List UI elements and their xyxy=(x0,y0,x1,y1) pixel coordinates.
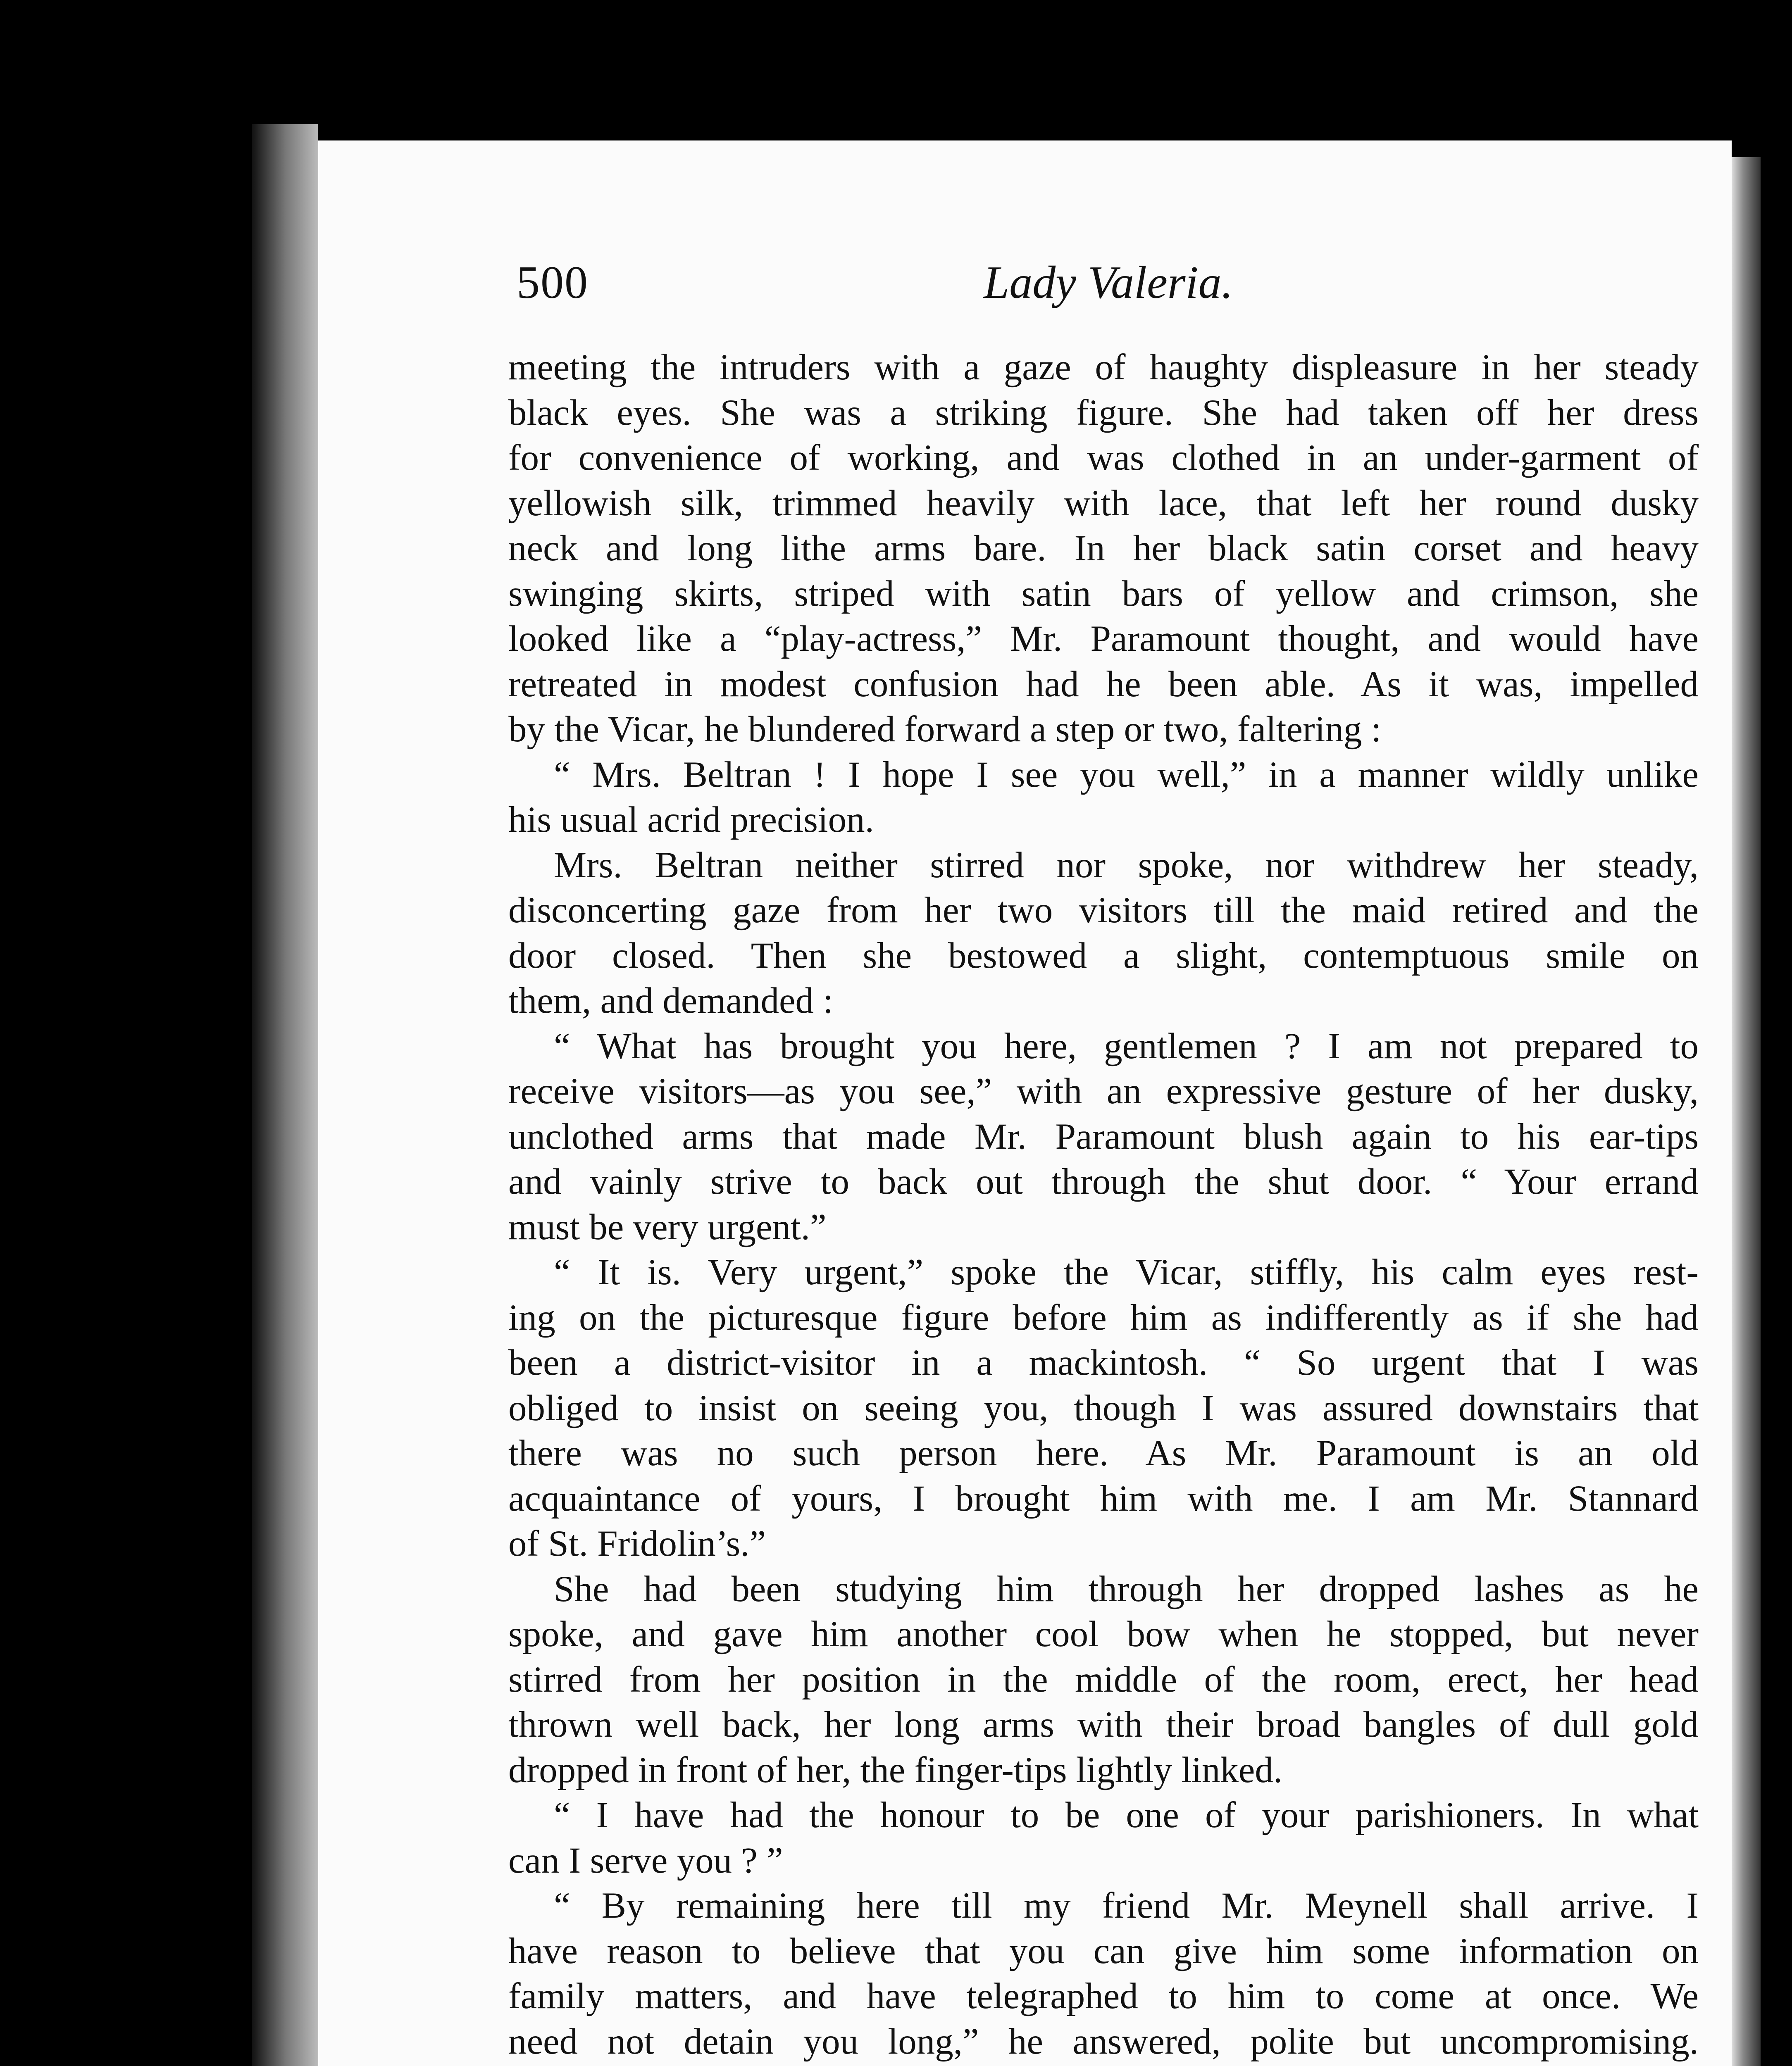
text-line: disconcerting gaze from her two visitors till the maid retired and the xyxy=(508,890,1699,931)
text-line: meeting the intruders with a gaze of haughty displeasure in her steady xyxy=(508,347,1699,388)
text-line: for convenience of working, and was clothed in an under-garment of xyxy=(508,438,1699,478)
text-line: been a district-visitor in a mackintosh. “ So urgent that I was xyxy=(508,1342,1699,1383)
text-line: spoke, and gave him another cool bow when he stopped, but never xyxy=(508,1614,1699,1654)
text-line: ing on the picturesque figure before him as indifferently as if she had xyxy=(508,1297,1699,1338)
text-line: “ What has brought you here, gentlemen ? I am not prepared to xyxy=(554,1026,1699,1066)
text-line: door closed. Then she bestowed a slight, contemptuous smile on xyxy=(508,935,1699,976)
text-line: Mrs. Beltran neither stirred nor spoke, nor withdrew her steady, xyxy=(554,845,1699,885)
text-line: of St. Fridolin’s.” xyxy=(508,1523,766,1564)
text-line: black eyes. She was a striking figure. She had taken off her dress xyxy=(508,392,1699,433)
text-line: “ By remaining here till my friend Mr. Meynell shall arrive. I xyxy=(554,1885,1699,1926)
text-line: there was no such person here. As Mr. Paramount is an old xyxy=(508,1433,1699,1473)
text-line: swinging skirts, striped with satin bars of yellow and crimson, she xyxy=(508,573,1699,614)
book-binding-right xyxy=(1732,157,1761,2066)
text-line: stirred from her position in the middle of the room, erect, her head xyxy=(508,1659,1699,1700)
text-line: receive visitors—as you see,” with an expressive gesture of her dusky, xyxy=(508,1071,1699,1112)
text-line: family matters, and have telegraphed to him to come at once. We xyxy=(508,1976,1699,2016)
text-line: neck and long lithe arms bare. In her black satin corset and heavy xyxy=(508,528,1699,569)
text-line: can I serve you ? ” xyxy=(508,1840,783,1881)
text-line: must be very urgent.” xyxy=(508,1207,827,1247)
running-title: Lady Valeria. xyxy=(984,257,1233,308)
page-header xyxy=(517,256,1261,318)
text-line: obliged to insist on seeing you, though I was assured downstairs that xyxy=(508,1388,1699,1428)
page-number: 500 xyxy=(517,257,589,308)
body-text xyxy=(508,345,1699,2066)
text-line: “ I have had the honour to be one of your parishioners. In what xyxy=(554,1795,1699,1835)
text-line: “ Mrs. Beltran ! I hope I see you well,” in a manner wildly unlike xyxy=(554,754,1699,795)
text-line: looked like a “play-actress,” Mr. Paramount thought, and would have xyxy=(508,619,1699,659)
book-binding-left xyxy=(252,124,318,2066)
text-line: and vainly strive to back out through the shut door. “ Your errand xyxy=(508,1162,1699,1202)
text-line: his usual acrid precision. xyxy=(508,800,874,840)
text-line: by the Vicar, he blundered forward a step or two, faltering : xyxy=(508,709,1382,750)
text-line: have reason to believe that you can give him some information on xyxy=(508,1930,1699,1971)
text-line: thrown well back, her long arms with their broad bangles of dull gold xyxy=(508,1704,1699,1745)
text-line xyxy=(508,2064,1699,2066)
text-line: yellowish silk, trimmed heavily with lace, that left her round dusky xyxy=(508,483,1699,524)
text-line: retreated in modest confusion had he been able. As it was, impelled xyxy=(508,664,1699,705)
text-line: them, and demanded : xyxy=(508,981,833,1021)
text-line: She had been studying him through her dropped lashes as he xyxy=(554,1569,1699,1609)
text-line: need not detain you long,” he answered, polite but uncompromising. xyxy=(508,2021,1699,2062)
text-line: unclothed arms that made Mr. Paramount blush again to his ear-tips xyxy=(508,1116,1699,1157)
text-line: acquaintance of yours, I brought him with me. I am Mr. Stannard xyxy=(508,1478,1699,1519)
text-line: “ It is. Very urgent,” spoke the Vicar, stiffly, his calm eyes rest- xyxy=(554,1252,1699,1292)
text-line: dropped in front of her, the finger-tips lightly linked. xyxy=(508,1749,1283,1790)
